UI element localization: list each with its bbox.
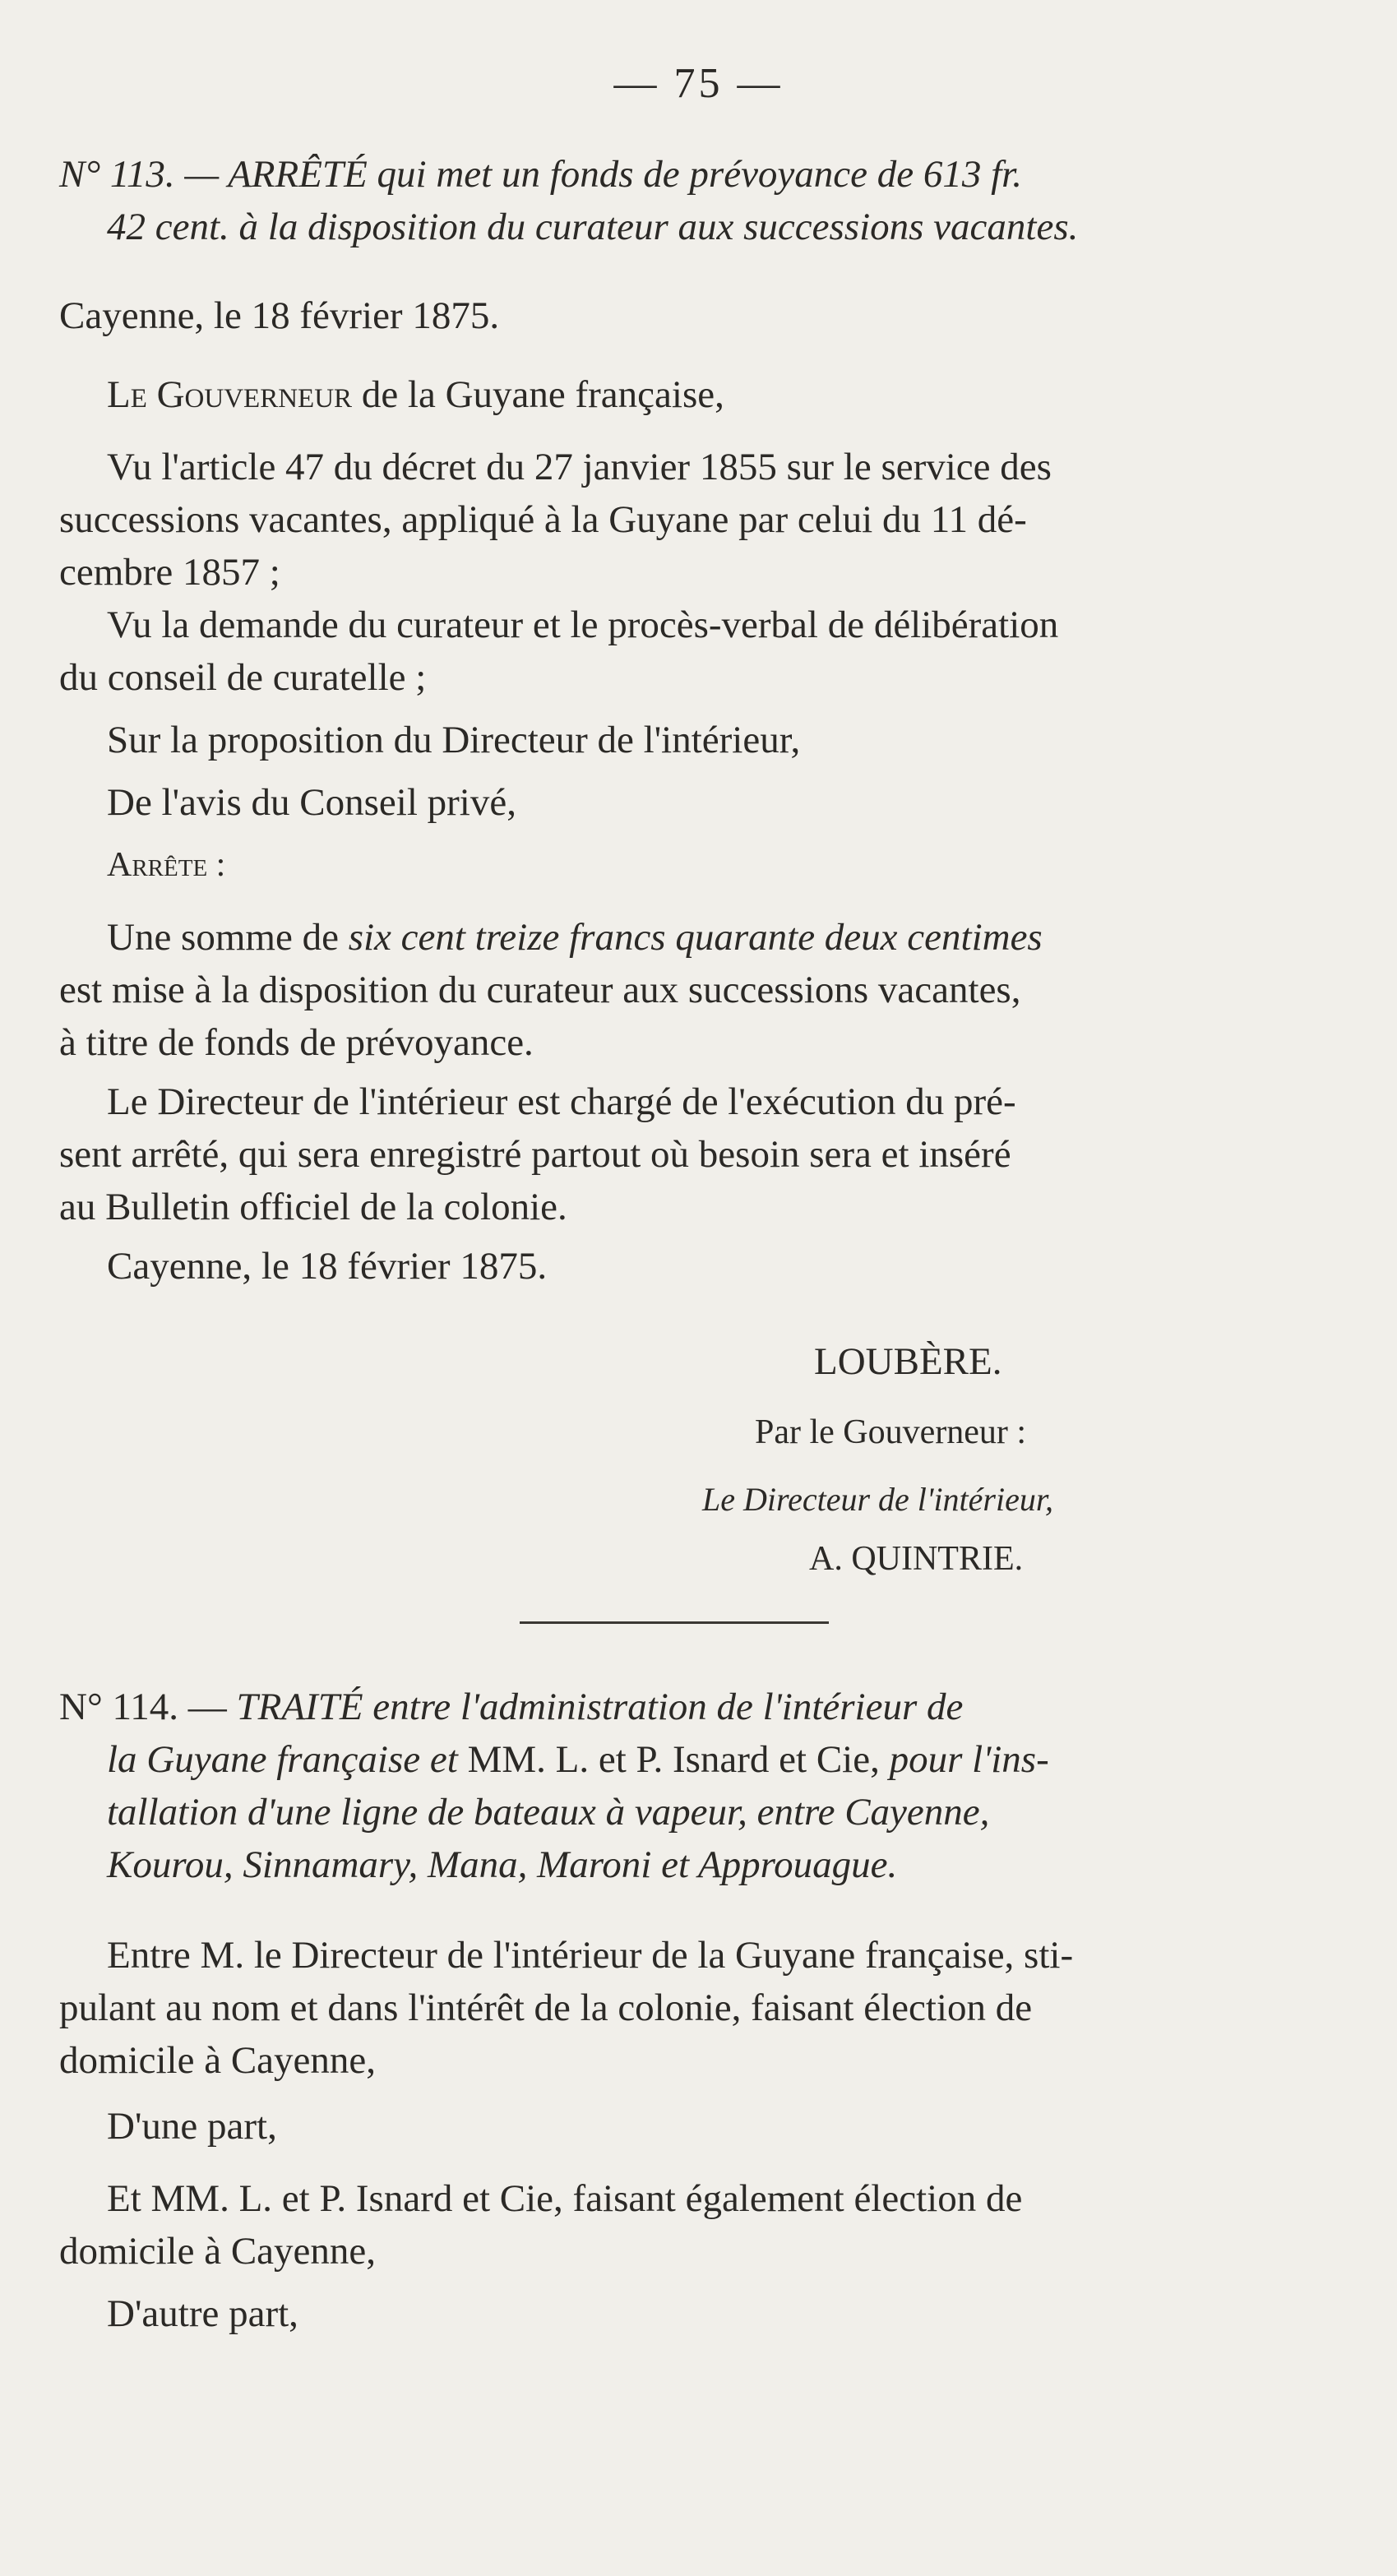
p1-line-2: pulant au nom et dans l'intérêt de la colonie, faisant élection de [59,1986,1033,2029]
article-113-title-line-1: N° 113. — ARRÊTÉ qui met un fonds de prévoyance de 613 fr. [59,153,1023,196]
avis-line: De l'avis du Conseil privé, [107,781,516,824]
title-114-l2-italic: la Guyane française et [107,1738,458,1781]
page-number: — 75 — [613,60,784,107]
section-divider [520,1621,829,1624]
par-text: Par le Gouverneur : [755,1413,1027,1451]
title-114-pre: N° 114. — [59,1686,227,1728]
p3-line-2: domicile à Cayenne, [59,2230,376,2273]
p4-line: D'autre part, [107,2292,298,2335]
signature: LOUBÈRE. [814,1340,1002,1383]
opening-rest: de la Guyane française, [361,373,724,416]
art1-line-1 [59,911,1309,964]
title-114-l2-roman: MM. L. et P. Isnard et Cie, [467,1738,880,1781]
vu1-line-2: successions vacantes, appliqué à la Guyane par celui du 11 dé- [59,498,1027,541]
p1-line-1: Entre M. le Directeur de l'intérieur de la Guyane française, sti- [107,1934,1074,1977]
directeur-text: Le Directeur de l'intérieur, [702,1481,1053,1518]
opening-line [59,368,1309,421]
dateline [59,289,1276,342]
article-114-title-line-2 [59,1733,1309,1786]
vu1-line-3: cembre 1857 ; [59,551,280,594]
title-114-l2-italic2: pour l'ins- [889,1738,1049,1781]
art2-line-1: Le Directeur de l'intérieur est chargé de l'exécution du pré- [107,1080,1016,1123]
title-114-italic: TRAITÉ entre l'administration de l'intérieur de [236,1686,964,1728]
countersign-text: A. QUINTRIE. [809,1540,1024,1578]
article-114-body [59,1929,1309,2340]
vu2-line-1: Vu la demande du curateur et le procès-verbal de délibération [107,604,1059,646]
art1-line-2: est mise à la disposition du curateur aux successions vacantes, [59,969,1021,1011]
p2-line: D'une part, [107,2105,277,2148]
art1-line-3: à titre de fonds de prévoyance. [59,1021,534,1064]
art2-line-3: au Bulletin officiel de la colonie. [59,1186,567,1228]
closing-date: Cayenne, le 18 février 1875. [107,1245,548,1288]
p3-line-1: Et MM. L. et P. Isnard et Cie, faisant également élection de [107,2177,1023,2220]
vu2-line-2: du conseil de curatelle ; [59,656,427,699]
directeur-line [702,1473,1053,1526]
signature-line [814,1335,1001,1388]
gouverneur-smallcaps: Le Gouverneur [107,373,353,416]
article-114-title-line-3: tallation d'une ligne de bateaux à vapeur, entre Cayenne, [107,1791,990,1834]
art1-amount: six cent treize francs quarante deux centimes [348,916,1043,959]
article-114-title-line-1 [59,1681,1309,1733]
countersign-line [809,1533,1023,1585]
p1-line-3: domicile à Cayenne, [59,2039,376,2082]
article-113-title-line-2: 42 cent. à la disposition du curateur aux successions vacantes. [107,206,1079,248]
vu1-line-1: Vu l'article 47 du décret du 27 janvier 1855 sur le service des [107,446,1052,488]
article-113-body [59,368,1309,1293]
art1-pre: Une somme de [107,916,339,959]
article-113-title [59,148,1309,253]
sur-line: Sur la proposition du Directeur de l'intérieur, [107,719,801,761]
art2-line-2: sent arrêté, qui sera enregistré partout où besoin sera et inséré [59,1133,1011,1176]
arrete-heading: Arrête : [107,846,226,884]
par-le-gouverneur [755,1406,1026,1459]
article-114-title [59,1681,1309,1891]
dateline-text: Cayenne, le 18 février 1875. [59,294,500,337]
article-114-title-line-4: Kourou, Sinnamary, Mana, Maroni et Approuague. [107,1843,898,1886]
